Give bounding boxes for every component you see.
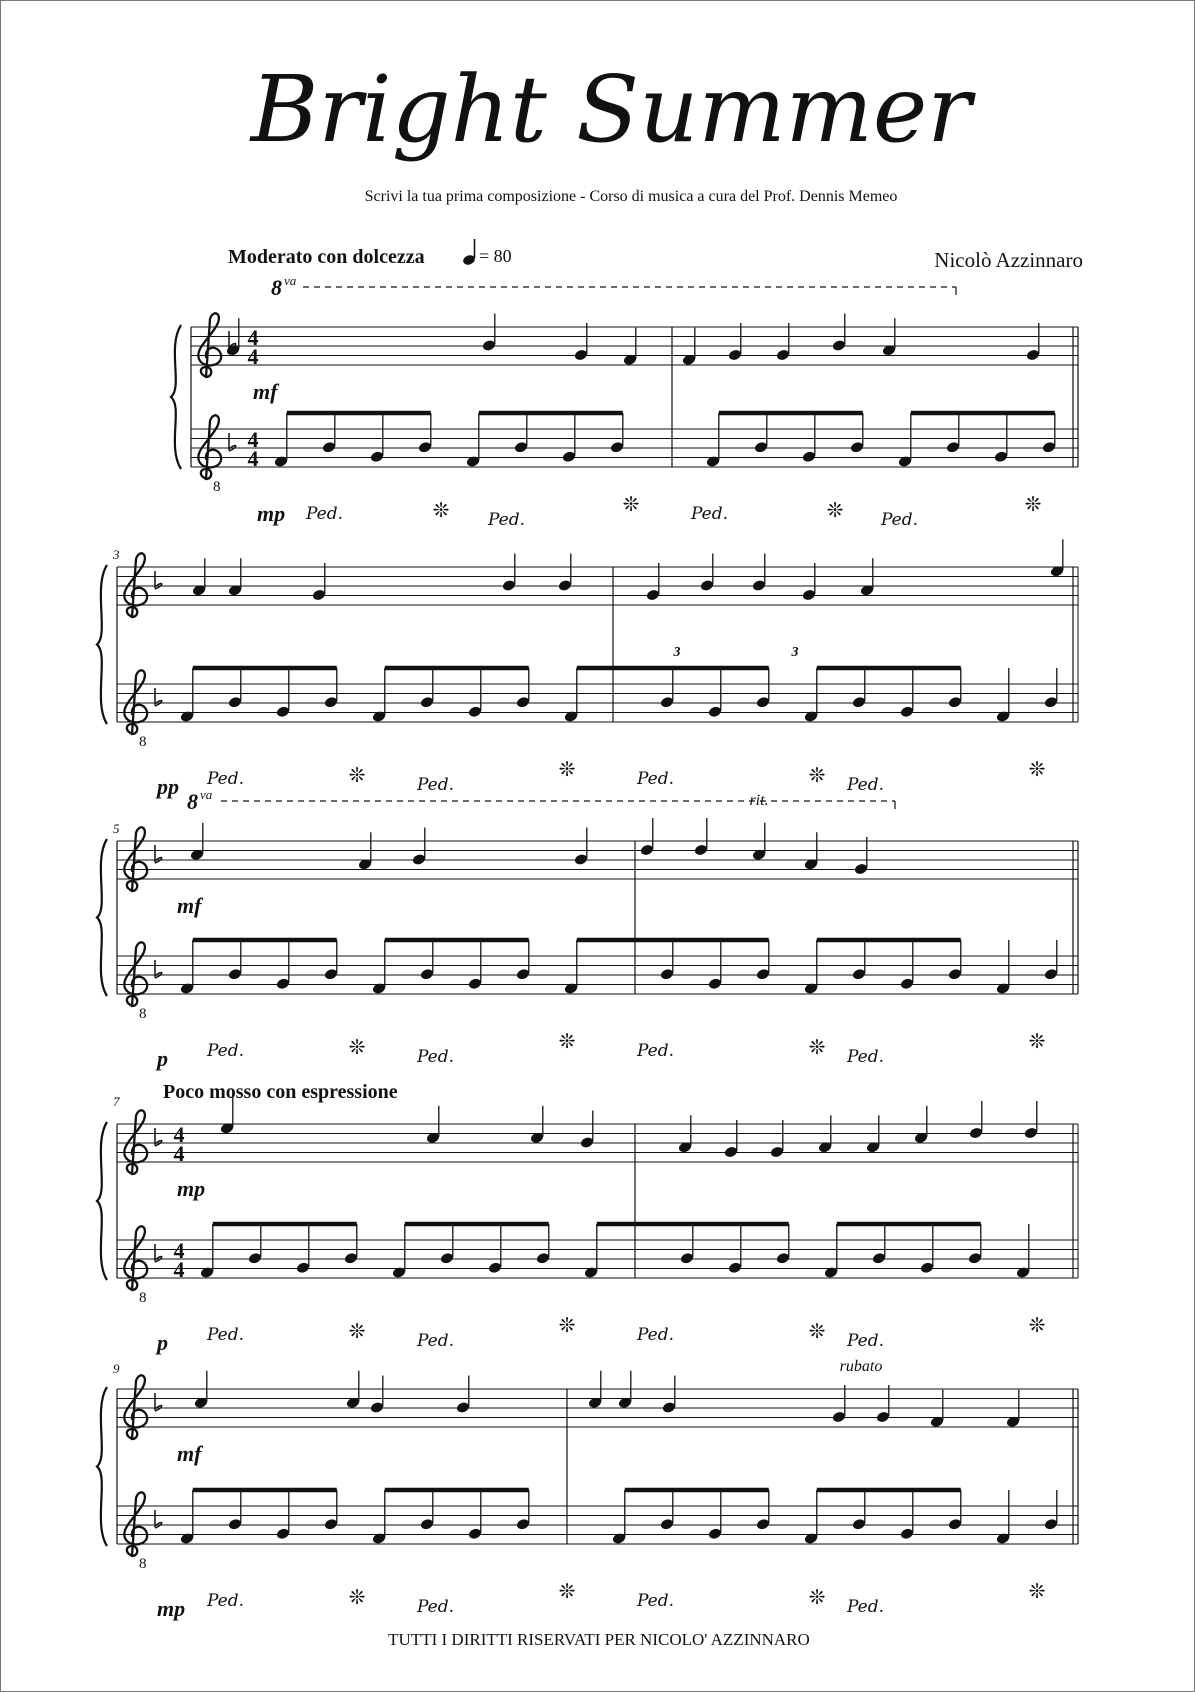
ottava-marking-sup: va: [284, 273, 297, 288]
pedal-marking: Ped.: [207, 769, 245, 789]
pedal-marking: Ped.: [417, 775, 455, 795]
lower-staff-notes: [200, 1224, 1031, 1279]
pedal-marking: Ped.: [637, 1591, 675, 1611]
pedal-release-icon: ❊: [622, 492, 640, 516]
time-signature-bottom: 4: [247, 344, 259, 369]
treble-clef-icon: [124, 942, 147, 1006]
dynamic-marking: mf: [253, 379, 278, 404]
pedal-release-icon: ❊: [1024, 492, 1042, 516]
dynamic-marking: mf: [177, 1441, 202, 1466]
treble-clef-icon: [124, 827, 147, 891]
clef-octave-8: 8: [139, 1556, 147, 1572]
pedal-marking: Ped.: [207, 1041, 245, 1061]
triplet-marking: 3: [791, 645, 799, 660]
measure-number: 5: [113, 821, 120, 836]
time-signature-bottom: 4: [173, 1257, 185, 1282]
brace-icon: [97, 565, 107, 724]
pedal-release-icon: ❊: [808, 1319, 826, 1343]
pedal-marking: Ped.: [881, 510, 919, 530]
dynamic-marking: mp: [177, 1176, 206, 1201]
piece-title: Bright Summer: [250, 56, 972, 163]
pedal-release-icon: ❊: [558, 1579, 576, 1603]
treble-clef-icon: [124, 1375, 147, 1439]
pedal-marking: Ped.: [306, 504, 344, 524]
treble-clef-icon: [124, 1492, 147, 1556]
lower-staff-notes: [180, 668, 1059, 723]
system-1: [171, 273, 1078, 530]
treble-clef-icon: [124, 1110, 147, 1174]
pedal-release-icon: ❊: [826, 498, 844, 522]
dynamic-marking: mf: [177, 893, 202, 918]
measure-number: 3: [113, 547, 120, 562]
treble-clef-icon: [124, 1226, 147, 1290]
pedal-marking: Ped.: [847, 1597, 885, 1617]
pedal-marking: Ped.: [637, 1325, 675, 1345]
pedal-marking: Ped.: [691, 504, 729, 524]
brace-icon: [97, 1122, 107, 1280]
system-3: [97, 787, 1078, 1071]
pedal-marking: Ped.: [637, 769, 675, 789]
pedal-marking: Ped.: [207, 1325, 245, 1345]
brace-icon: [171, 325, 181, 469]
pedal-release-icon: ❊: [808, 1035, 826, 1059]
pedal-release-icon: ❊: [808, 1585, 826, 1609]
piece-subtitle: Scrivi la tua prima composizione - Corso di musica a cura del Prof. Dennis Memeo: [364, 188, 898, 205]
music-systems: [97, 273, 1078, 1621]
triplet-marking: 3: [673, 645, 681, 660]
time-signature-top: 4: [247, 325, 259, 350]
lower-staff-notes: [180, 940, 1059, 995]
pedal-release-icon: ❊: [1028, 1029, 1046, 1053]
ottava-marking: 8: [187, 789, 198, 814]
system-2: [97, 539, 1078, 799]
score-canvas: [1, 1, 1194, 1691]
pedal-marking: Ped.: [417, 1597, 455, 1617]
tempo-marking: Moderato con dolcezza: [228, 246, 425, 268]
treble-clef-icon: [198, 415, 221, 479]
ottava-marking-sup: va: [200, 787, 213, 802]
composer-name: Nicolò Azzinnaro: [934, 248, 1083, 272]
pedal-release-icon: ❊: [348, 763, 366, 787]
treble-clef-icon: [124, 670, 147, 734]
dynamic-marking: mp: [157, 1596, 186, 1621]
pedal-release-icon: ❊: [558, 1313, 576, 1337]
pedal-release-icon: ❊: [558, 757, 576, 781]
lower-staff-notes: [180, 1490, 1059, 1545]
pedal-release-icon: ❊: [1028, 1579, 1046, 1603]
tempo-bpm: = 80: [479, 246, 512, 266]
brace-icon: [97, 1387, 107, 1546]
dynamic-marking: p: [157, 1046, 168, 1071]
system-5: [97, 1358, 1078, 1621]
section-marking: Poco mosso con espressione: [163, 1081, 398, 1103]
pedal-marking: Ped.: [847, 1047, 885, 1067]
treble-clef-icon: [124, 553, 147, 617]
time-signature-top: 4: [247, 427, 259, 452]
pedal-marking: Ped.: [488, 510, 526, 530]
pedal-release-icon: ❊: [348, 1585, 366, 1609]
quarter-note-icon: [462, 239, 476, 266]
pedal-marking: Ped.: [417, 1047, 455, 1067]
ottava-marking: 8: [271, 275, 282, 300]
expression-marking: rit.: [749, 792, 769, 809]
treble-clef-icon: [198, 313, 221, 377]
lower-staff-notes: [274, 413, 1057, 468]
pedal-marking: Ped.: [417, 1331, 455, 1351]
system-4: [97, 1094, 1078, 1355]
measure-number: 9: [113, 1361, 120, 1376]
pedal-marking: Ped.: [847, 1331, 885, 1351]
brace-icon: [97, 839, 107, 996]
dynamic-marking: mp: [257, 501, 286, 526]
pedal-release-icon: ❊: [558, 1029, 576, 1053]
dynamic-marking: pp: [157, 774, 179, 799]
clef-octave-8: 8: [139, 1290, 147, 1306]
clef-octave-8: 8: [139, 1006, 147, 1022]
dynamic-marking: p: [157, 1330, 168, 1355]
pedal-marking: Ped.: [847, 775, 885, 795]
expression-marking: rubato: [839, 1358, 883, 1375]
clef-octave-8: 8: [213, 479, 221, 495]
pedal-release-icon: ❊: [348, 1035, 366, 1059]
pedal-marking: Ped.: [637, 1041, 675, 1061]
pedal-release-icon: ❊: [1028, 1313, 1046, 1337]
measure-number: 7: [113, 1094, 120, 1109]
pedal-release-icon: ❊: [1028, 757, 1046, 781]
pedal-marking: Ped.: [207, 1591, 245, 1611]
pedal-release-icon: ❊: [432, 498, 450, 522]
copyright-footer: TUTTI I DIRITTI RISERVATI PER NICOLO' AZZINNARO: [388, 1630, 810, 1649]
time-signature-bottom: 4: [247, 446, 259, 471]
pedal-release-icon: ❊: [348, 1319, 366, 1343]
time-signature-bottom: 4: [173, 1141, 185, 1166]
time-signature-top: 4: [173, 1122, 185, 1147]
pedal-release-icon: ❊: [808, 763, 826, 787]
clef-octave-8: 8: [139, 734, 147, 750]
time-signature-top: 4: [173, 1238, 185, 1263]
